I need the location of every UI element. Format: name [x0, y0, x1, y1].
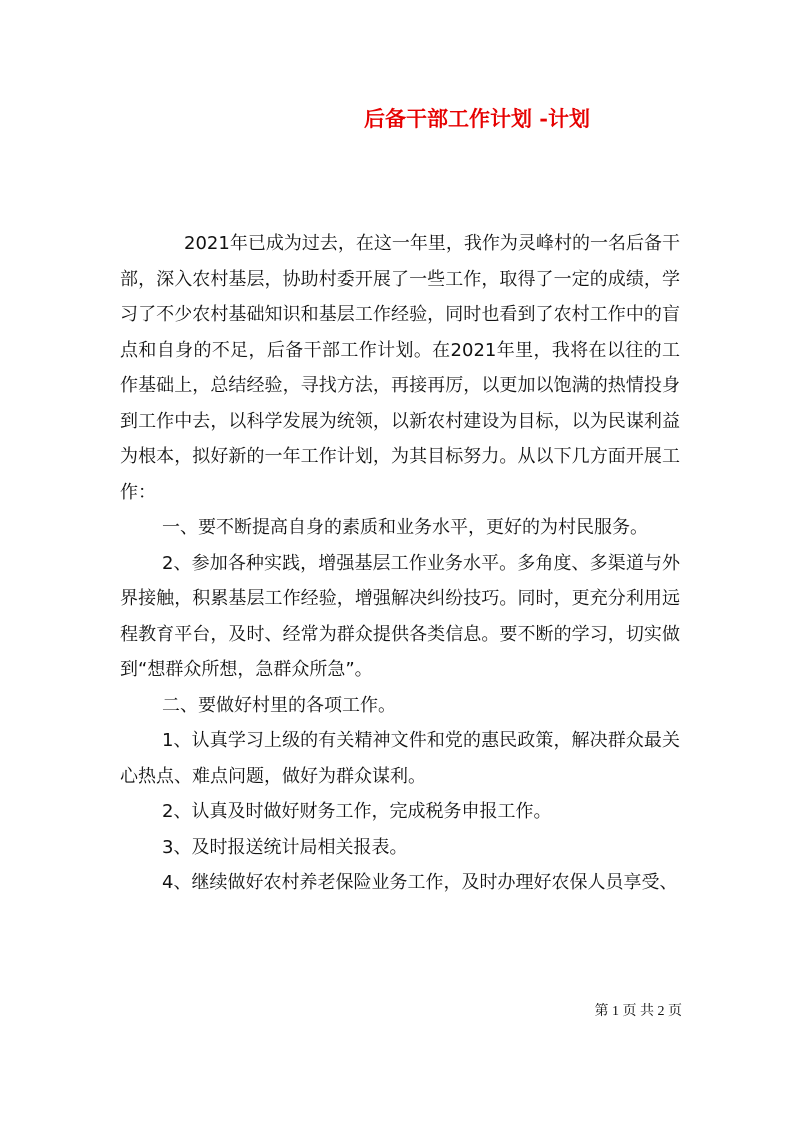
section-two-item-1: 1、认真学习上级的有关精神文件和党的惠民政策，解决群众最关心热点、难点问题，做好为群众谋利。	[120, 730, 680, 787]
section-two-item-3: 3、及时报送统计局相关报表。	[162, 836, 408, 858]
section-one-heading: 一、要不断提高自身的素质和业务水平，更好的为村民服务。	[162, 517, 648, 538]
document-body	[120, 226, 680, 901]
section-one-item-2: 2、参加各种实践，增强基层工作业务水平。多角度、多渠道与外界接触，积累基层工作经验，增强解决纠纷技巧。同时，更充分利用远程教育平台，及时、经常为群众提供各类信息。要不断的学习，切实做到“想群众所想，急群众所急”。	[120, 552, 680, 680]
section-two-item-4: 4、继续做好农村养老保险业务工作，及时办理好农保人员享受、	[162, 872, 678, 893]
section-two-item-2: 2、认真及时做好财务工作，完成税务申报工作。	[162, 801, 552, 822]
section-two-heading: 二、要做好村里的各项工作。	[162, 694, 396, 716]
document-title: 后备干部工作计划 -计划	[363, 106, 591, 131]
intro-paragraph: 2021年已成为过去，在这一年里，我作为灵峰村的一名后备干部，深入农村基层，协助村委开展了一些工作，取得了一定的成绩，学习了不少农村基础知识和基层工作经验，同时也看到了农村工作中的盲点和自身的不足，后备干部工作计划。在2021年里，我将在以往的工作基础上，总结经验，寻找方法，再接再厉，以更加以饱满的热情投身到工作中去，以科学发展为统领，以新农村建设为目标，以为民谋利益为根本，拟好新的一年工作计划，为其目标努力。从以下几方面开展工作：	[120, 233, 680, 503]
page-number-footer: 第 1 页 共 2 页	[594, 1004, 682, 1019]
